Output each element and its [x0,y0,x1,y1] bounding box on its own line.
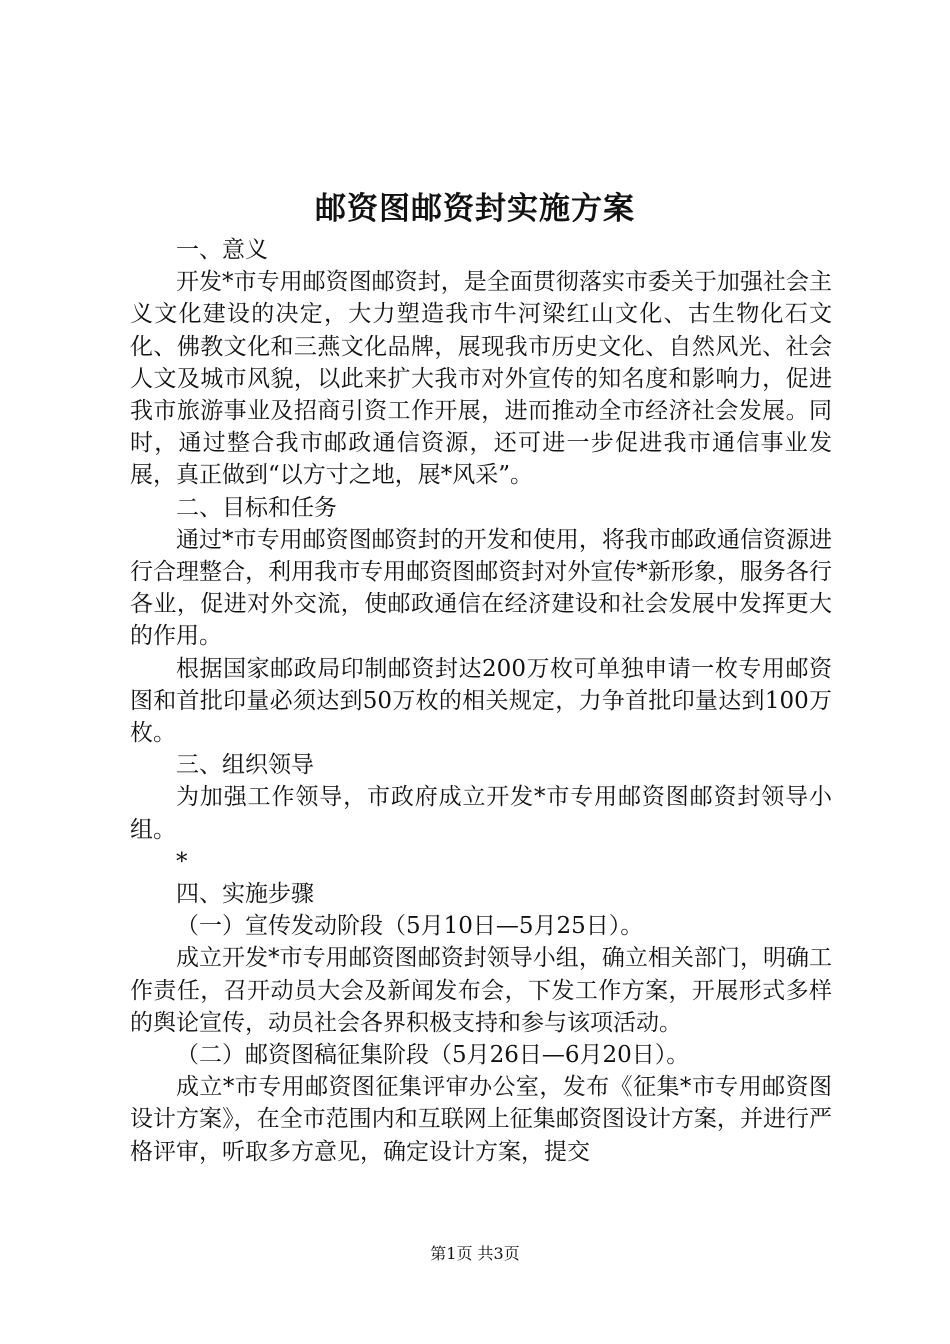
paragraph: 开发*市专用邮资图邮资封，是全面贯彻落实市委关于加强社会主义文化建设的决定，大力塑造我市牛河梁红山文化、古生物化石文化、佛教文化和三燕文化品牌，展现我市历史文化、自然风光、社会人文及城市风貌，以此来扩大我市对外宣传的知名度和影响力，促进我市旅游事业及招商引资工作开展，进而推动全市经济社会发展。同时，通过整合我市邮政通信资源，还可进一步促进我市通信事业发展，真正做到“以方寸之地，展*风采”。 [130,269,832,489]
paragraph: 成立*市专用邮资图征集评审办公室，发布《征集*市专用邮资图设计方案》，在全市范围内和互联网上征集邮资图设计方案，并进行严格评审，听取多方意见，确定设计方案，提交 [130,1074,832,1165]
paragraph: 通过*市专用邮资图邮资封的开发和使用，将我市邮政通信资源进行合理整合，利用我市专用邮资图邮资封对外宣传*新形象，服务各行各业，促进对外交流，使邮政通信在经济建设和社会发展中发挥更大的作用。 [130,526,832,650]
asterisk-line: * [176,848,188,875]
paragraph: 为加强工作领导，市政府成立开发*市专用邮资图邮资封领导小组。 [130,784,832,843]
document-title: 邮资图邮资封实施方案 [315,191,635,227]
subsection-heading-collection: （二）邮资图稿征集阶段（5月26日—6月20日）。 [176,1042,690,1069]
section-heading-significance: 一、意义 [176,237,268,263]
document-body [130,234,832,1168]
paragraph: 根据国家邮政局印制邮资封达200万枚可单独申请一枚专用邮资图和首批印量必须达到50万枚的相关规定，力争首批印量达到100万枚。 [130,655,832,747]
paragraph: 成立开发*市专用邮资图邮资封领导小组，确立相关部门，明确工作责任，召开动员大会及新闻发布会，下发工作方案，开展形式多样的舆论宣传，动员社会各界积极支持和参与该项活动。 [130,945,832,1036]
section-heading-goals: 二、目标和任务 [176,494,337,521]
page-footer: 第1页 共3页 [430,1244,520,1263]
section-heading-steps: 四、实施步骤 [176,881,314,908]
section-heading-organization: 三、组织领导 [176,752,314,779]
subsection-heading-publicity: （一）宣传发动阶段（5月10日—5月25日）。 [176,913,644,940]
